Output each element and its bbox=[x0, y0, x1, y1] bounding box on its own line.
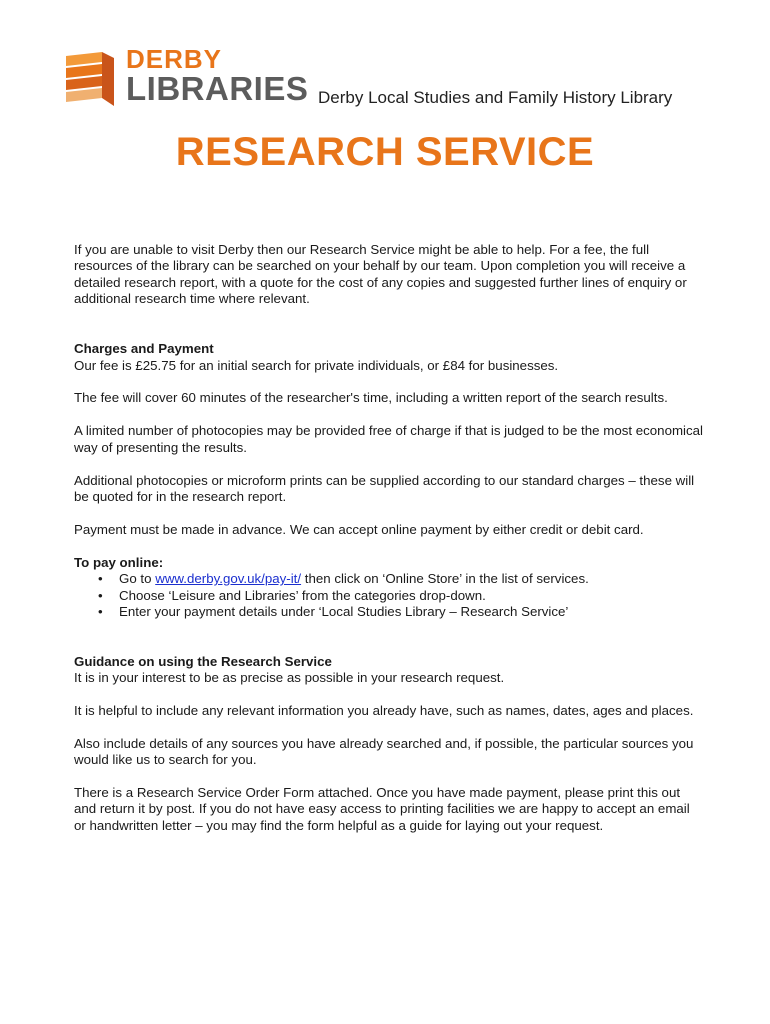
photocopies-paragraph: A limited number of photocopies may be provided free of charge if that is judged to be the most economical way of presenting the results. bbox=[74, 423, 704, 455]
list-item bbox=[119, 571, 704, 587]
pay-it-link[interactable]: www.derby.gov.uk/pay-it/ bbox=[155, 571, 302, 587]
additional-paragraph: Additional photocopies or microform prints can be supplied according to our standard charges – these will be quoted for in the research report. bbox=[74, 472, 695, 505]
sources-paragraph: Also include details of any sources you have already searched and, if possible, the particular sources you would like us to search for you. bbox=[74, 735, 694, 768]
advance-paragraph: Payment must be made in advance. We can accept online payment by either credit or debit card. bbox=[74, 521, 644, 537]
helpful-paragraph: It is helpful to include any relevant information you already have, such as names, dates, ages and places. bbox=[74, 702, 694, 718]
page-title: RESEARCH SERVICE bbox=[175, 130, 595, 174]
pay-online-list bbox=[74, 571, 704, 620]
list-item: • Choose ‘Leisure and Libraries’ from the categories drop-down. bbox=[119, 588, 704, 604]
libraries-logo-icon bbox=[62, 50, 120, 110]
precise-paragraph: It is in your interest to be as precise as possible in your research request. bbox=[74, 669, 505, 685]
fee-paragraph: Our fee is £25.75 for an initial search for private individuals, or £84 for businesses. bbox=[74, 357, 559, 373]
charges-heading: Charges and Payment bbox=[74, 341, 214, 357]
logo-libraries-text: LIBRARIES bbox=[126, 70, 309, 107]
document-body bbox=[74, 242, 704, 851]
list-item-text: Go to bbox=[119, 571, 156, 587]
list-item-text: then click on ‘Online Store’ in the list of services. bbox=[301, 571, 589, 587]
logo-derby-text: DERBY bbox=[126, 44, 223, 74]
library-name: Derby Local Studies and Family History Library bbox=[318, 88, 673, 107]
guidance-heading: Guidance on using the Research Service bbox=[74, 653, 332, 669]
intro-paragraph: If you are unable to visit Derby then our Research Service might be able to help. For a fee, the full resources of the library can be searched on your behalf by our team. Upon completion you will receive a detailed research report, with a quote for the cost of any copies and suggested further lines of enquiry or additional research time where relevant. bbox=[74, 242, 687, 307]
pay-online-heading: To pay online: bbox=[74, 554, 164, 570]
list-item: • Enter your payment details under ‘Local Studies Library – Research Service’ bbox=[119, 604, 704, 620]
order-form-paragraph: There is a Research Service Order Form attached. Once you have made payment, please print this out and return it by post. If you do not have easy access to printing facilities we are happy to accept an email or handwritten letter – you may find the form helpful as a guide for laying out your request. bbox=[74, 785, 690, 833]
derby-libraries-logo bbox=[62, 44, 312, 114]
coverage-paragraph: The fee will cover 60 minutes of the researcher's time, including a written report of the search results. bbox=[74, 390, 668, 406]
